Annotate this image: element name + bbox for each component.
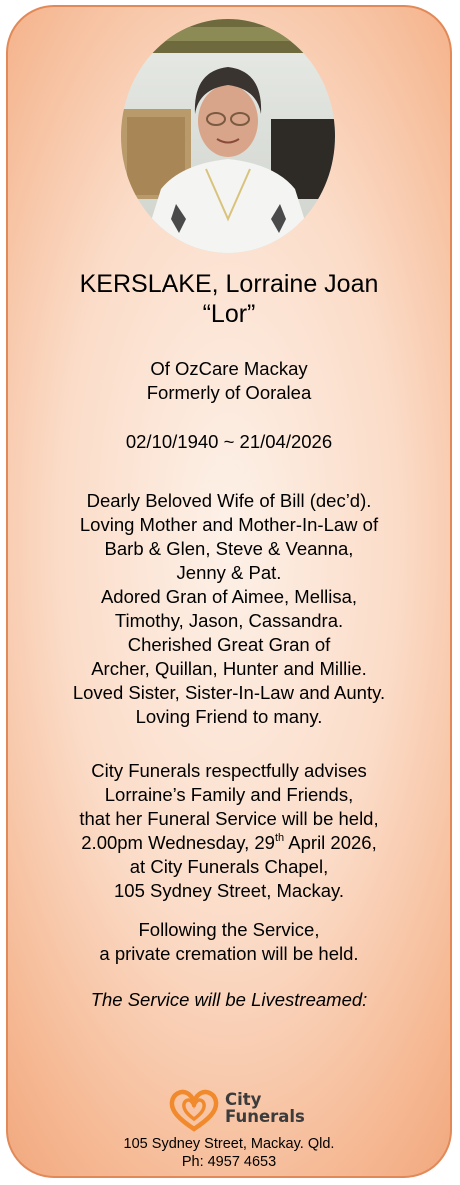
portrait-photo [121,19,335,253]
family-line: Jenny & Pat. [176,562,282,583]
family-line: Loving Mother and Mother-In-Law of [79,514,379,535]
service-time-day: 2.00pm Wednesday, 29 [81,832,275,853]
family-line: Loved Sister, Sister-In-Law and Aunty. [72,682,386,703]
funeral-notice-card [6,5,452,1178]
footer-address: 105 Sydney Street, Mackay. Qld. [123,1136,335,1152]
service-date-line [8,831,450,855]
family-line: Barb & Glen, Steve & Veanna, [104,538,354,559]
residence-line: Of OzCare Mackay [150,358,308,379]
logo-line: City [225,1090,262,1109]
service-details-block [8,759,450,903]
family-line: Archer, Quillan, Hunter and Millie. [91,658,367,679]
life-dates [8,430,450,454]
service-line: Lorraine’s Family and Friends, [104,784,354,805]
city-funerals-logo [169,1089,309,1133]
livestream-line: The Service will be Livestreamed: [90,989,368,1010]
logo-line: Funerals [225,1107,305,1126]
service-line: 105 Sydney Street, Mackay. [114,880,344,901]
residence-block [8,357,450,405]
family-line: Dearly Beloved Wife of Bill (dec’d). [86,490,372,511]
residence-line: Formerly of Ooralea [146,382,312,403]
following-line: a private cremation will be held. [99,943,359,964]
service-line: at City Funerals Chapel, [129,856,329,877]
family-line: Timothy, Jason, Cassandra. [114,610,344,631]
family-line: Loving Friend to many. [135,706,323,727]
heart-outline-logo-icon [169,1089,219,1133]
logo-text [225,1091,305,1125]
service-line: that her Funeral Service will be held, [79,808,379,829]
service-line: City Funerals respectfully advises [91,760,367,781]
following-line: Following the Service, [138,919,320,940]
service-month-year: April 2026, [284,832,377,853]
following-service-block [8,918,450,966]
family-tribute-block [8,489,450,729]
footer-contact [8,1135,450,1171]
portrait-image-icon [121,19,335,253]
family-line: Cherished Great Gran of [127,634,331,655]
family-line: Adored Gran of Aimee, Mellisa, [100,586,358,607]
dates-line: 02/10/1940 ~ 21/04/2026 [125,431,333,452]
nickname-line: “Lor” [202,300,256,328]
livestream-notice [8,988,450,1012]
name-line: KERSLAKE, Lorraine Joan [79,270,379,298]
footer-phone: Ph: 4957 4653 [181,1154,277,1170]
deceased-name [8,269,450,329]
day-suffix: th [274,831,285,844]
